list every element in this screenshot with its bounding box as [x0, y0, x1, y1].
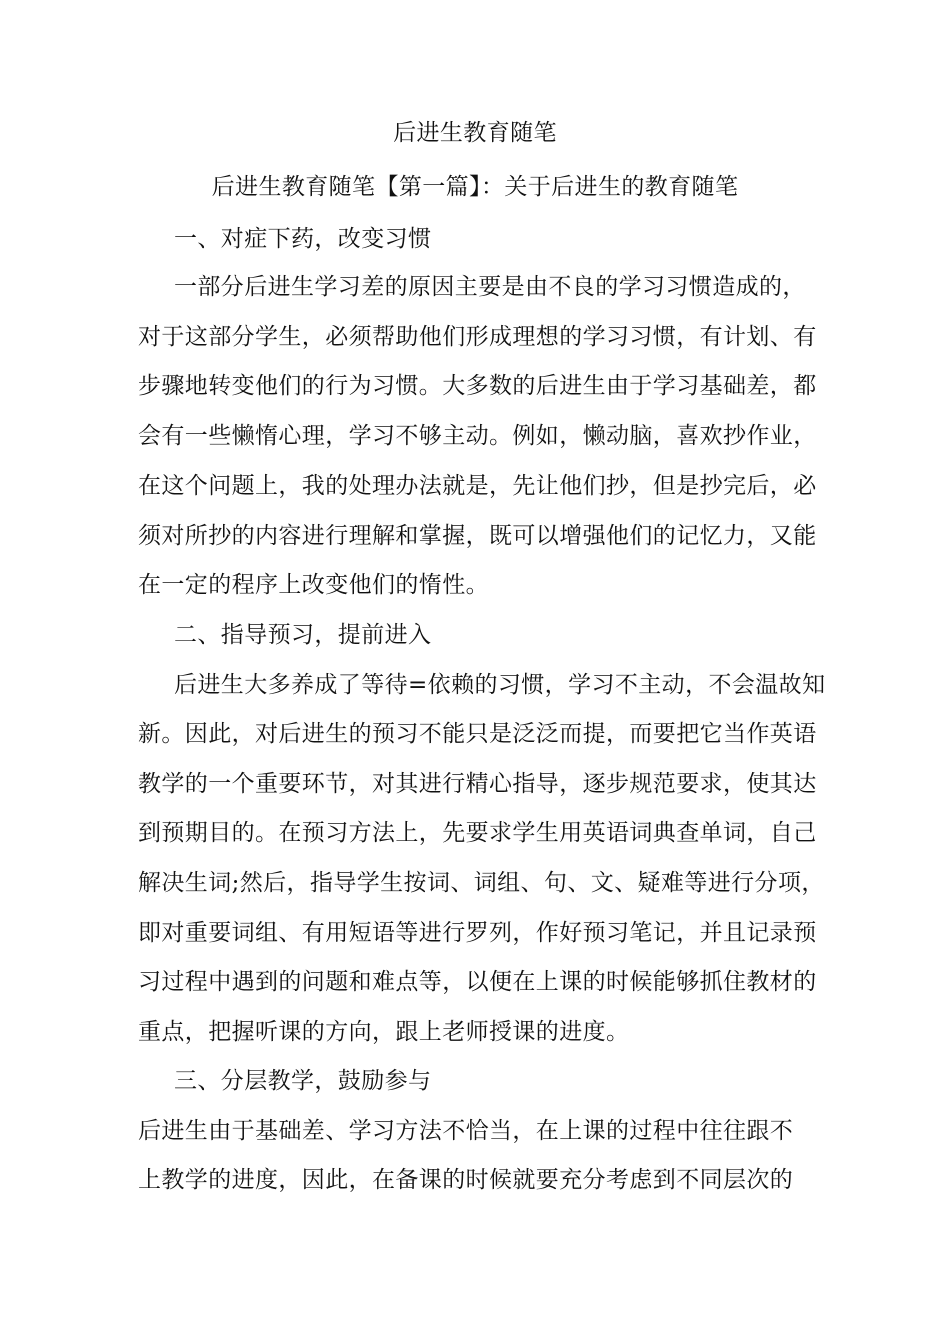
- document-title: 后进生教育随笔: [393, 120, 557, 146]
- paragraph-line: 会有一些懒惰心理，学习不够主动。例如，懒动脑，喜欢抄作业，: [138, 423, 817, 449]
- document-subtitle: 后进生教育随笔【第一篇】：关于后进生的教育随笔: [211, 174, 739, 200]
- paragraph-line: 习过程中遇到的问题和难点等，以便在上课的时候能够抓住教材的: [138, 969, 817, 995]
- paragraph-line: 解决生词;然后，指导学生按词、词组、句、文、疑难等进行分项，: [138, 870, 825, 896]
- paragraph-line: 即对重要词组、有用短语等进行罗列，作好预习笔记，并且记录预: [138, 920, 817, 946]
- paragraph-line: 新。因此，对后进生的预习不能只是泛泛而提，而要把它当作英语: [138, 721, 817, 747]
- paragraph-line: 在这个问题上，我的处理办法就是，先让他们抄，但是抄完后，必: [138, 473, 817, 499]
- paragraph-line: 步骤地转变他们的行为习惯。大多数的后进生由于学习基础差，都: [138, 373, 817, 399]
- paragraph-line: 教学的一个重要环节，对其进行精心指导，逐步规范要求，使其达: [138, 771, 817, 797]
- paragraph-line: 后进生大多养成了等待=依赖的习惯，学习不主动，不会温故知: [174, 672, 826, 698]
- paragraph-line: 到预期目的。在预习方法上，先要求学生用英语词典查单词，自己: [138, 820, 817, 846]
- section-heading-1: 一、对症下药，改变习惯: [174, 226, 432, 252]
- paragraph-line: 对于这部分学生，必须帮助他们形成理想的学习习惯，有计划、有: [138, 324, 817, 350]
- section-heading-3: 三、分层教学，鼓励参与: [174, 1068, 432, 1094]
- paragraph-line: 一部分后进生学习差的原因主要是由不良的学习习惯造成的，: [174, 274, 806, 300]
- paragraph-line: 上教学的进度，因此，在备课的时候就要充分考虑到不同层次的: [138, 1167, 794, 1193]
- paragraph-line: 重点，把握听课的方向，跟上老师授课的进度。: [138, 1019, 630, 1045]
- paragraph-line: 后进生由于基础差、学习方法不恰当，在上课的过程中往往跟不: [138, 1118, 794, 1144]
- paragraph-line: 须对所抄的内容进行理解和掌握，既可以增强他们的记忆力，又能: [138, 523, 817, 549]
- section-heading-2: 二、指导预习，提前进入: [174, 622, 432, 648]
- paragraph-line: 在一定的程序上改变他们的惰性。: [138, 572, 489, 598]
